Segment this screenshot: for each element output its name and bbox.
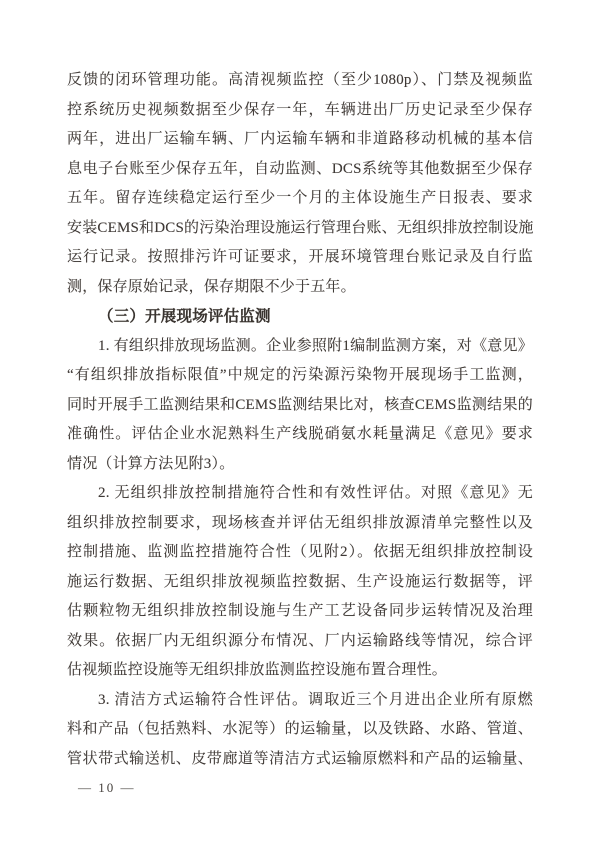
section-heading: （三）开展现场评估监测: [98, 308, 271, 325]
page-number: — 10 —: [78, 780, 136, 795]
text-line: 安装CEMS和DCS的污染治理设施运行管理台账、无组织排放控制设施: [67, 219, 534, 236]
text-line: 估颗粒物无组织排放控制设施与生产工艺设备同步运转情况及治理: [67, 603, 533, 619]
text-line: 两年，进出厂运输车辆、厂内运输车辆和非道路移动机械的基本信: [67, 131, 533, 147]
text-line: 1. 有组织排放现场监测。企业参照附1编制监测方案，对《意见》: [98, 337, 533, 354]
text-line: 估视频监控设施等无组织排放监测监控设施布置合理性。: [67, 662, 448, 678]
text-line: 准确性。评估企业水泥熟料生产线脱硝氨水耗量满足《意见》要求: [67, 426, 533, 442]
document-text-block: [67, 66, 533, 774]
text-line: 控制措施、监测监控措施符合性（见附2）。依据无组织排放控制设: [67, 544, 533, 560]
text-line: 控系统历史视频数据至少保存一年，车辆进出厂历史记录至少保存: [67, 101, 533, 118]
text-line: “有组织排放指标限值”中规定的污染源污染物开展现场手工监测，: [67, 367, 533, 383]
text-line: 息电子台账至少保存五年，自动监测、DCS系统等其他数据至少保存: [67, 160, 533, 177]
text-line: 3. 清洁方式运输符合性评估。调取近三个月进出企业所有原燃: [98, 691, 533, 708]
text-line: 2. 无组织排放控制措施符合性和有效性评估。对照《意见》无: [98, 485, 533, 501]
text-line: 同时开展手工监测结果和CEMS监测结果比对，核查CEMS监测结果的: [67, 396, 533, 413]
text-line: 测，保存原始记录，保存期限不少于五年。: [67, 278, 356, 295]
text-line: 情况（计算方法见附3）。: [67, 455, 235, 472]
text-line: 反馈的闭环管理功能。高清视频监控（至少1080p）、门禁及视频监: [67, 72, 533, 88]
text-line: 施运行数据、无组织排放视频监控数据、生产设施运行数据等，评: [67, 573, 533, 590]
text-line: 五年。留存连续稳定运行至少一个月的主体设施生产日报表、要求: [67, 190, 533, 206]
text-line: 效果。依据厂内无组织源分布情况、厂内运输路线等情况，综合评: [67, 632, 533, 649]
text-line: 管状带式输送机、皮带廊道等清洁方式运输原燃料和产品的运输量、: [67, 750, 533, 767]
text-line: 料和产品（包括熟料、水泥等）的运输量，以及铁路、水路、管道、: [67, 721, 533, 737]
text-line: 组织排放控制要求，现场核查并评估无组织排放源清单完整性以及: [67, 514, 533, 531]
text-line: 运行记录。按照排污许可证要求，开展环境管理台账记录及自行监: [67, 249, 533, 265]
